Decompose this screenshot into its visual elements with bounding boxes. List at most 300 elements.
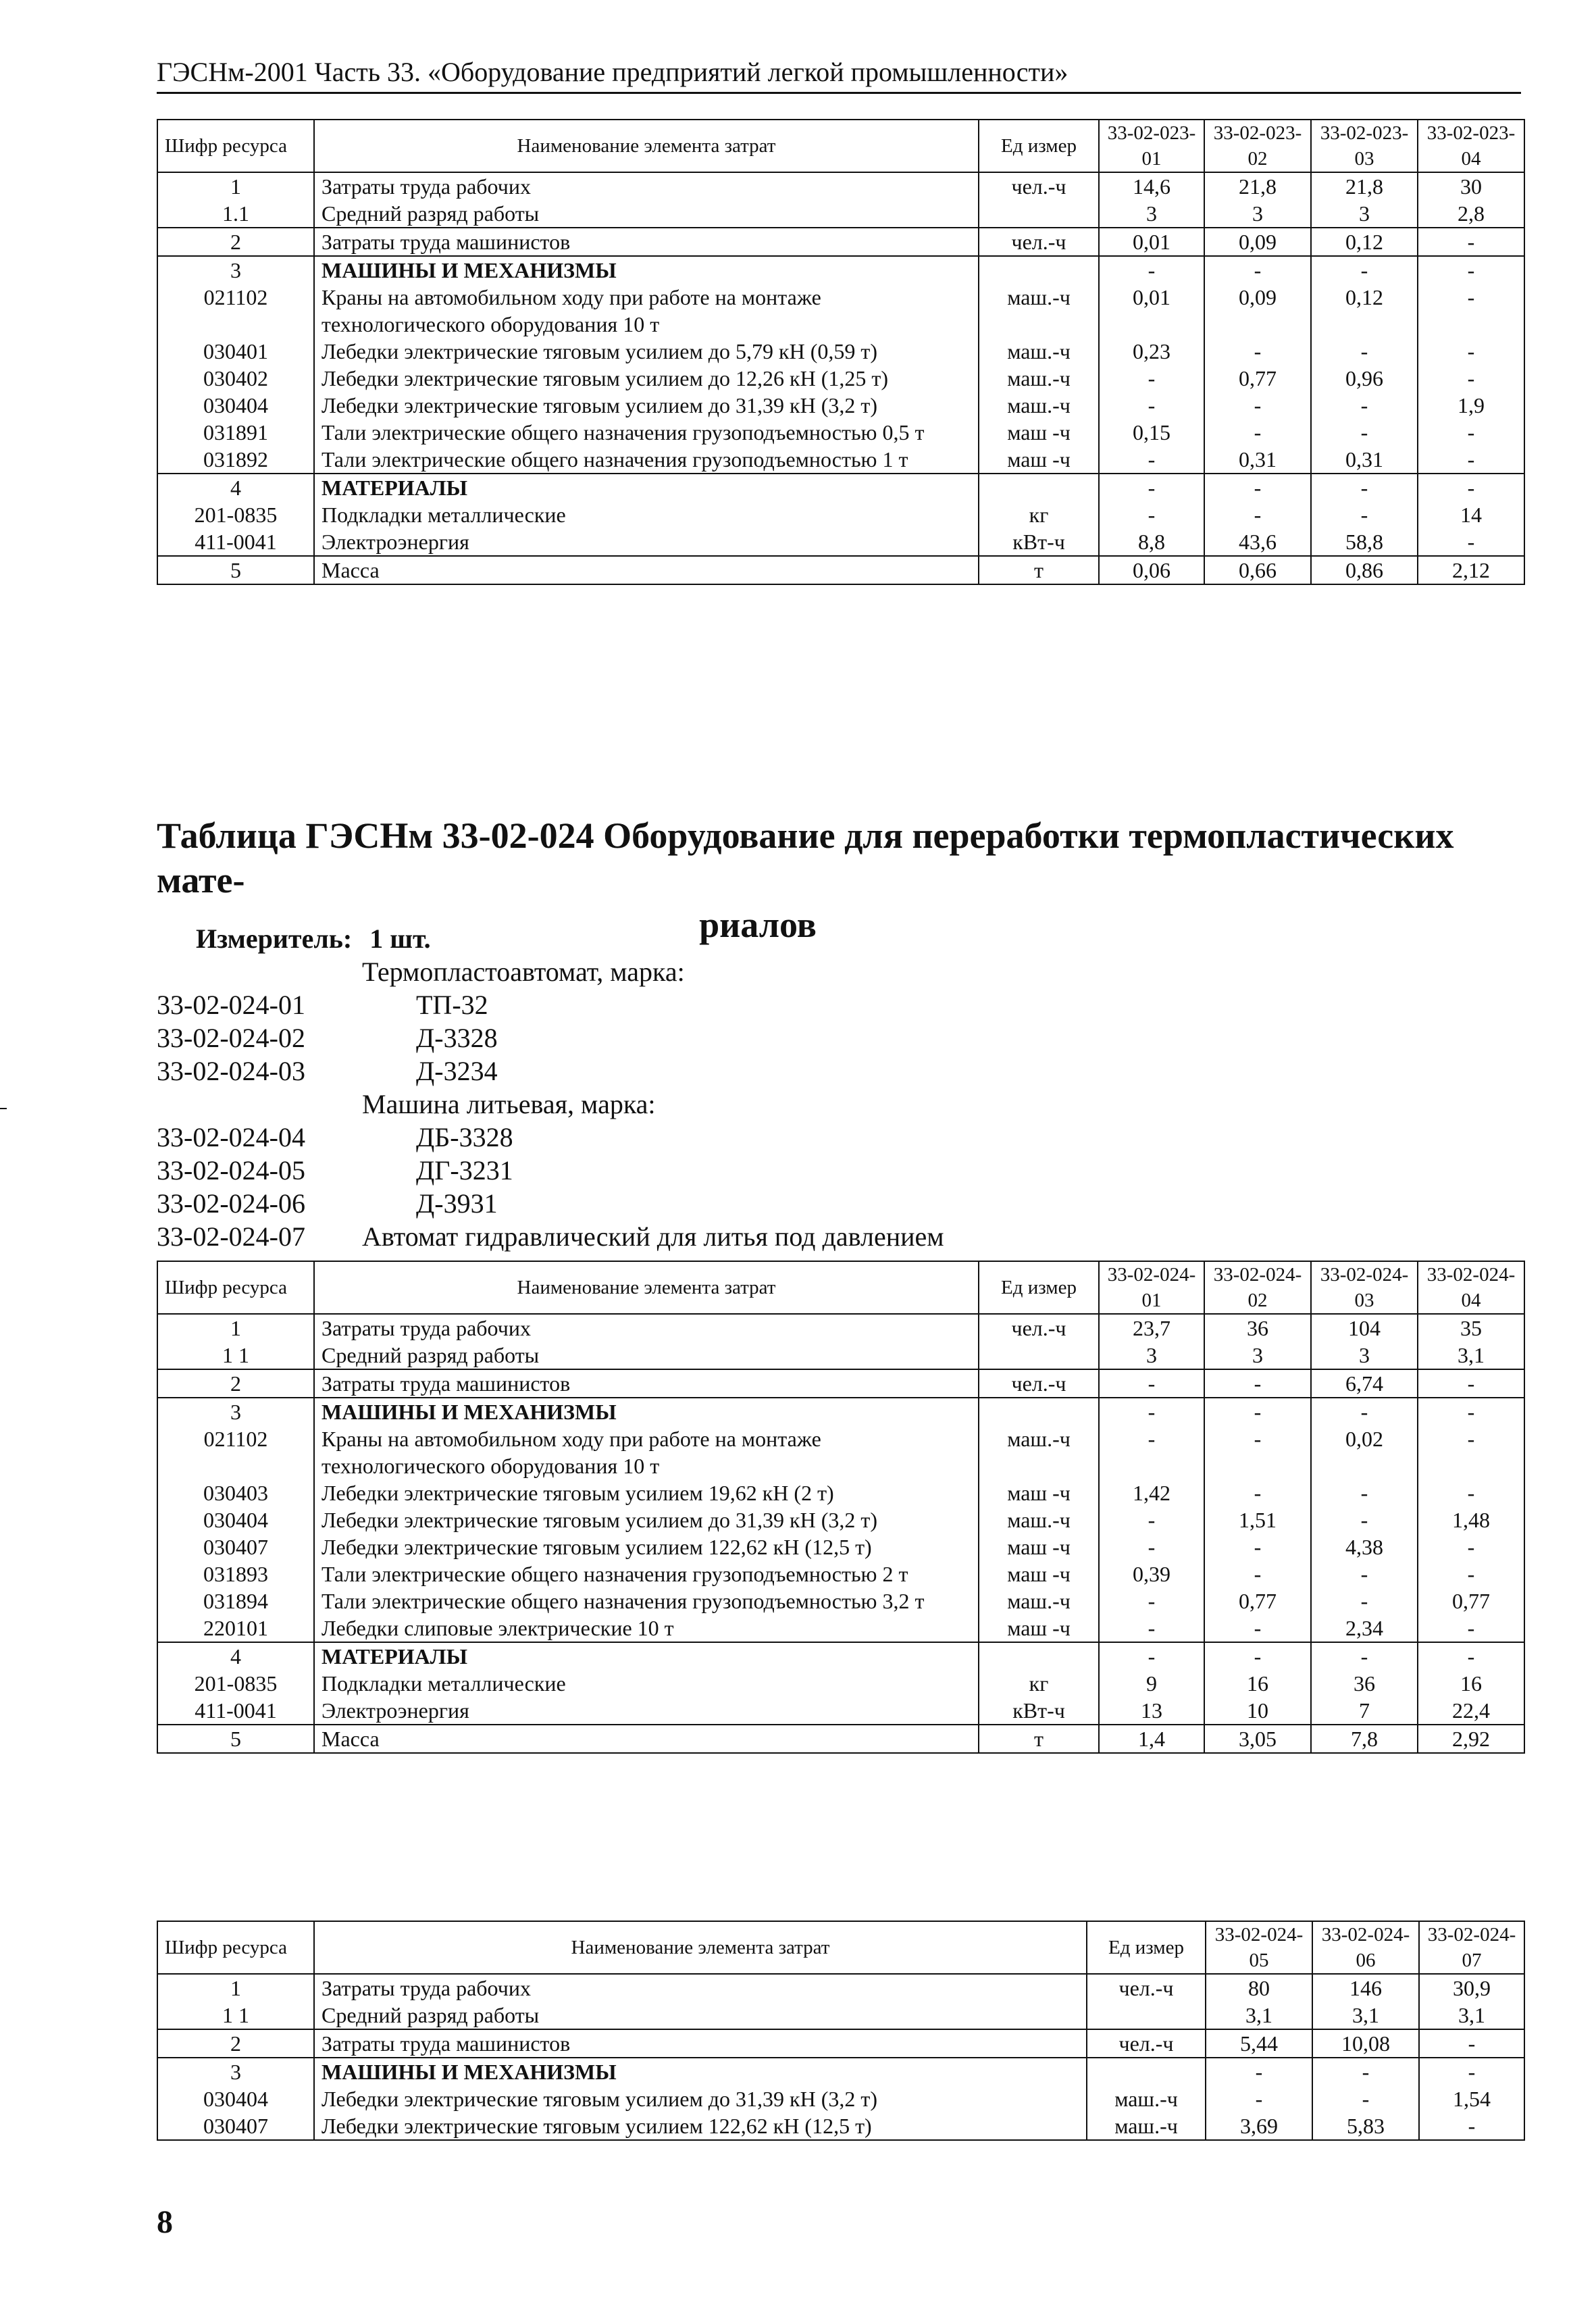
table-row [157, 1314, 1524, 1342]
column-header-code: Шифр ресурса [157, 1261, 314, 1314]
table-row [157, 1615, 1524, 1642]
unit: чел.-ч [1087, 2029, 1206, 2058]
unit: маш.-ч [979, 284, 1099, 338]
table-row [157, 1587, 1524, 1615]
column-header-id: 33-02-024-03 [1311, 1261, 1418, 1314]
value-cell: - [1312, 2058, 1419, 2085]
unit: чел.-ч [979, 228, 1099, 256]
value-cell: 1,4 [1099, 1725, 1204, 1753]
value-cell: - [1418, 284, 1524, 338]
value-cell: - [1419, 2029, 1524, 2058]
resource-code: 030404 [157, 2085, 314, 2112]
cost-element-name: Средний разряд работы [314, 1342, 979, 1369]
page-number: 8 [157, 2204, 173, 2240]
resource-code: 030407 [157, 2112, 314, 2140]
resource-code: 2 [157, 2029, 314, 2058]
item-model: Д-3234 [416, 1056, 498, 1086]
value-cell: 16 [1204, 1670, 1311, 1697]
equipment-list [157, 955, 944, 1253]
value-cell: 0,77 [1204, 365, 1311, 392]
table-row [157, 1479, 1524, 1506]
unit: т [979, 556, 1099, 584]
unit [1087, 2002, 1206, 2029]
unit: маш -ч [979, 1615, 1099, 1642]
value-cell: 3 [1311, 1342, 1418, 1369]
column-header-id: 33-02-024-01 [1099, 1261, 1204, 1314]
header-row [157, 120, 1524, 172]
value-cell: 0,77 [1418, 1587, 1524, 1615]
value-cell: - [1204, 392, 1311, 419]
running-header: ГЭСНм-2001 Часть 33. «Оборудование предприятий легкой промышленности» [157, 55, 1521, 94]
column-header-id: 33-02-023-03 [1311, 120, 1418, 172]
unit: чел.-ч [979, 172, 1099, 200]
table-row [157, 528, 1524, 556]
resource-code: 030404 [157, 392, 314, 419]
value-cell: - [1099, 1615, 1204, 1642]
cost-element-name: Затраты труда машинистов [314, 228, 979, 256]
value-cell: - [1418, 1479, 1524, 1506]
item-code: 33-02-024-03 [157, 1056, 305, 1086]
table-row [157, 1670, 1524, 1697]
value-cell: - [1311, 338, 1418, 365]
value-cell: 3,69 [1206, 2112, 1312, 2140]
value-cell: 3,05 [1204, 1725, 1311, 1753]
unit [979, 256, 1099, 284]
table-row [157, 419, 1524, 446]
unit: маш.-ч [979, 1425, 1099, 1479]
table-row [157, 1560, 1524, 1587]
value-cell: 0,06 [1099, 556, 1204, 584]
column-header-name: Наименование элемента затрат [314, 1261, 979, 1314]
value-cell: - [1204, 1642, 1311, 1670]
value-cell: 21,8 [1204, 172, 1311, 200]
value-cell: 10 [1204, 1697, 1311, 1725]
unit: кВт-ч [979, 528, 1099, 556]
table-row [157, 2112, 1524, 2140]
value-cell: - [1418, 228, 1524, 256]
unit [979, 1342, 1099, 1369]
value-cell: 1,54 [1419, 2085, 1524, 2112]
table-title-line1: Таблица ГЭСНм 33-02-024 Оборудование для переработки термопластических мате- [157, 815, 1454, 900]
value-cell: - [1418, 1369, 1524, 1398]
unit: маш -ч [979, 446, 1099, 474]
item-model: ДГ-3231 [416, 1155, 513, 1186]
table-row [157, 501, 1524, 528]
resource-code: 2 [157, 228, 314, 256]
unit: кг [979, 1670, 1099, 1697]
value-cell: 36 [1311, 1670, 1418, 1697]
cost-element-name: Лебедки электрические тяговым усилием 122,62 кН (12,5 т) [314, 1533, 979, 1560]
resource-code: 021102 [157, 284, 314, 338]
value-cell: - [1419, 2058, 1524, 2085]
unit: маш -ч [979, 1533, 1099, 1560]
value-cell: - [1099, 1425, 1204, 1479]
cost-element-name: Затраты труда рабочих [314, 172, 979, 200]
group-heading: Термопластоавтомат, марка: [362, 957, 685, 987]
table-row [157, 338, 1524, 365]
resource-code: 5 [157, 1725, 314, 1753]
value-cell: - [1418, 1398, 1524, 1425]
value-cell: 13 [1099, 1697, 1204, 1725]
table-row [157, 1642, 1524, 1670]
item-code: 33-02-024-07 [157, 1221, 305, 1252]
resource-code: 201-0835 [157, 1670, 314, 1697]
value-cell: - [1204, 1369, 1311, 1398]
cost-element-name: Электроэнергия [314, 1697, 979, 1725]
column-header-code: Шифр ресурса [157, 1921, 314, 1974]
item-model: Д-3931 [416, 1188, 498, 1219]
resource-code: 1 [157, 172, 314, 200]
table-row [157, 392, 1524, 419]
value-cell: 80 [1206, 1974, 1312, 2002]
value-cell: 7 [1311, 1697, 1418, 1725]
cost-element-name: Затраты труда рабочих [314, 1314, 979, 1342]
value-cell: 3,1 [1418, 1342, 1524, 1369]
table-row [157, 1533, 1524, 1560]
column-header-id: 33-02-024-06 [1312, 1921, 1419, 1974]
column-header-unit: Ед измер [979, 120, 1099, 172]
table-row [157, 200, 1524, 228]
resource-code: 5 [157, 556, 314, 584]
cost-element-name: Затраты труда машинистов [314, 1369, 979, 1398]
list-item [157, 1021, 944, 1054]
resource-code: 030403 [157, 1479, 314, 1506]
header-row [157, 1921, 1524, 1974]
value-cell: 0,86 [1311, 556, 1418, 584]
resource-code: 030407 [157, 1533, 314, 1560]
value-cell: 14,6 [1099, 172, 1204, 200]
value-cell: - [1418, 1533, 1524, 1560]
table-row [157, 1506, 1524, 1533]
table-row [157, 1425, 1524, 1479]
list-item [157, 1187, 944, 1220]
value-cell: 5,44 [1206, 2029, 1312, 2058]
value-cell: - [1311, 256, 1418, 284]
value-cell: 35 [1418, 1314, 1524, 1342]
cost-element-name: Электроэнергия [314, 528, 979, 556]
resource-code: 030401 [157, 338, 314, 365]
table-row [157, 474, 1524, 501]
column-header-unit: Ед измер [1087, 1921, 1206, 1974]
value-cell: 0,09 [1204, 284, 1311, 338]
value-cell: - [1418, 1642, 1524, 1670]
value-cell: 104 [1311, 1314, 1418, 1342]
value-cell: - [1418, 256, 1524, 284]
unit [979, 474, 1099, 501]
value-cell: - [1418, 474, 1524, 501]
value-cell: 30 [1418, 172, 1524, 200]
value-cell: - [1204, 1425, 1311, 1479]
resource-code: 4 [157, 1642, 314, 1670]
value-cell: 0,01 [1099, 284, 1204, 338]
group-heading: Машина литьевая, марка: [362, 1089, 656, 1119]
unit: маш -ч [979, 1560, 1099, 1587]
value-cell: - [1204, 474, 1311, 501]
value-cell: 0,96 [1311, 365, 1418, 392]
value-cell: 10,08 [1312, 2029, 1419, 2058]
value-cell: - [1204, 338, 1311, 365]
value-cell: 1,9 [1418, 392, 1524, 419]
value-cell: - [1312, 2085, 1419, 2112]
item-code: 33-02-024-02 [157, 1023, 305, 1053]
cost-element-name: Тали электрические общего назначения грузоподъемностью 1 т [314, 446, 979, 474]
column-header-id: 33-02-024-04 [1418, 1261, 1524, 1314]
value-cell: - [1418, 1425, 1524, 1479]
value-cell: - [1418, 1560, 1524, 1587]
table-row [157, 256, 1524, 284]
cost-element-name: МАТЕРИАЛЫ [314, 474, 979, 501]
item-model: Д-3328 [416, 1023, 498, 1053]
resource-code: 030404 [157, 1506, 314, 1533]
item-model: Автомат гидравлический для литья под давлением [362, 1221, 944, 1252]
value-cell: 1,42 [1099, 1479, 1204, 1506]
resource-code: 030402 [157, 365, 314, 392]
value-cell: - [1206, 2085, 1312, 2112]
cost-element-name: Затраты труда машинистов [314, 2029, 1087, 2058]
value-cell: 0,77 [1204, 1587, 1311, 1615]
value-cell: - [1099, 256, 1204, 284]
resource-code: 031891 [157, 419, 314, 446]
value-cell: - [1204, 1398, 1311, 1425]
value-cell: - [1099, 365, 1204, 392]
value-cell: - [1204, 1479, 1311, 1506]
unit [1087, 2058, 1206, 2085]
value-cell: 43,6 [1204, 528, 1311, 556]
cost-element-name: Масса [314, 556, 979, 584]
value-cell: 4,38 [1311, 1533, 1418, 1560]
table-row [157, 284, 1524, 338]
column-header-id: 33-02-024-05 [1206, 1921, 1312, 1974]
value-cell: 7,8 [1311, 1725, 1418, 1753]
unit: чел.-ч [979, 1314, 1099, 1342]
cost-element-name: Подкладки металлические [314, 501, 979, 528]
list-item [157, 1121, 944, 1154]
value-cell: 3,1 [1419, 2002, 1524, 2029]
value-cell: 0,12 [1311, 228, 1418, 256]
value-cell: 2,34 [1311, 1615, 1418, 1642]
unit: чел.-ч [1087, 1974, 1206, 2002]
value-cell: 9 [1099, 1670, 1204, 1697]
cost-element-name: Краны на автомобильном ходу при работе на монтаже технологического оборудования 10 т [314, 1425, 979, 1479]
column-header-name: Наименование элемента затрат [314, 120, 979, 172]
value-cell: - [1418, 419, 1524, 446]
value-cell: - [1099, 474, 1204, 501]
table-row [157, 1342, 1524, 1369]
cost-element-name: МАШИНЫ И МЕХАНИЗМЫ [314, 1398, 979, 1425]
table-row [157, 228, 1524, 256]
unit [979, 1642, 1099, 1670]
unit: маш.-ч [979, 338, 1099, 365]
value-cell: 2,8 [1418, 200, 1524, 228]
table-row [157, 2002, 1524, 2029]
cost-element-name: Средний разряд работы [314, 2002, 1087, 2029]
table-row [157, 1697, 1524, 1725]
unit: маш -ч [979, 419, 1099, 446]
unit: кг [979, 501, 1099, 528]
unit [979, 1398, 1099, 1425]
value-cell: - [1099, 1587, 1204, 1615]
column-header-name: Наименование элемента затрат [314, 1921, 1087, 1974]
item-code: 33-02-024-05 [157, 1155, 305, 1186]
table-row [157, 365, 1524, 392]
column-header-unit: Ед измер [979, 1261, 1099, 1314]
cost-element-name: Тали электрические общего назначения грузоподъемностью 2 т [314, 1560, 979, 1587]
resource-code: 201-0835 [157, 501, 314, 528]
resource-table-024-b [157, 1921, 1525, 2141]
list-item [157, 988, 944, 1021]
value-cell: 0,31 [1204, 446, 1311, 474]
resource-code: 1.1 [157, 200, 314, 228]
cost-element-name: Тали электрические общего назначения грузоподъемностью 0,5 т [314, 419, 979, 446]
value-cell: 0,31 [1311, 446, 1418, 474]
value-cell: - [1206, 2058, 1312, 2085]
value-cell: 3 [1311, 200, 1418, 228]
value-cell: - [1311, 1560, 1418, 1587]
resource-code: 2 [157, 1369, 314, 1398]
table-row [157, 556, 1524, 584]
value-cell: - [1204, 1533, 1311, 1560]
resource-code: 031892 [157, 446, 314, 474]
column-header-id: 33-02-024-02 [1204, 1261, 1311, 1314]
value-cell: - [1099, 1642, 1204, 1670]
unit: маш.-ч [979, 365, 1099, 392]
value-cell: 5,83 [1312, 2112, 1419, 2140]
unit: маш.-ч [1087, 2085, 1206, 2112]
value-cell: 1,51 [1204, 1506, 1311, 1533]
value-cell: 3,1 [1312, 2002, 1419, 2029]
cost-element-name: МАШИНЫ И МЕХАНИЗМЫ [314, 2058, 1087, 2085]
value-cell: - [1099, 446, 1204, 474]
value-cell: - [1311, 474, 1418, 501]
unit: маш.-ч [979, 1587, 1099, 1615]
table-row [157, 172, 1524, 200]
value-cell: 14 [1418, 501, 1524, 528]
value-cell: 3 [1099, 200, 1204, 228]
table-row [157, 1398, 1524, 1425]
value-cell: - [1311, 1479, 1418, 1506]
resource-table-023 [157, 119, 1525, 585]
value-cell: - [1311, 1587, 1418, 1615]
table-row [157, 2058, 1524, 2085]
value-cell: - [1418, 528, 1524, 556]
unit: маш.-ч [979, 392, 1099, 419]
item-model: ТП-32 [416, 990, 488, 1020]
item-model: ДБ-3328 [416, 1122, 513, 1152]
meter-value: 1 шт. [369, 923, 431, 954]
list-item [157, 1220, 944, 1253]
cost-element-name: Лебедки электрические тяговым усилием до 12,26 кН (1,25 т) [314, 365, 979, 392]
cost-element-name: Лебедки электрические тяговым усилием до 5,79 кН (0,59 т) [314, 338, 979, 365]
value-cell: 0,39 [1099, 1560, 1204, 1587]
unit: маш -ч [979, 1479, 1099, 1506]
table-row [157, 2029, 1524, 2058]
resource-code: 3 [157, 1398, 314, 1425]
value-cell: - [1418, 338, 1524, 365]
value-cell: 3 [1204, 200, 1311, 228]
meter-label: Измеритель: [196, 923, 353, 954]
cost-element-name: Краны на автомобильном ходу при работе на монтаже технологического оборудования 10 т [314, 284, 979, 338]
cost-element-name: Тали электрические общего назначения грузоподъемностью 3,2 т [314, 1587, 979, 1615]
value-cell: - [1099, 1506, 1204, 1533]
cost-element-name: Подкладки металлические [314, 1670, 979, 1697]
unit [979, 200, 1099, 228]
item-code: 33-02-024-01 [157, 990, 305, 1020]
resource-code: 411-0041 [157, 528, 314, 556]
value-cell: - [1204, 501, 1311, 528]
value-cell: 0,01 [1099, 228, 1204, 256]
value-cell: 21,8 [1311, 172, 1418, 200]
value-cell: - [1099, 392, 1204, 419]
value-cell: 0,66 [1204, 556, 1311, 584]
value-cell: - [1099, 1533, 1204, 1560]
value-cell: - [1204, 256, 1311, 284]
cost-element-name: МАТЕРИАЛЫ [314, 1642, 979, 1670]
value-cell: - [1311, 1398, 1418, 1425]
item-code: 33-02-024-04 [157, 1122, 305, 1152]
cost-element-name: Лебедки электрические тяговым усилием 122,62 кН (12,5 т) [314, 2112, 1087, 2140]
value-cell: 23,7 [1099, 1314, 1204, 1342]
item-code: 33-02-024-06 [157, 1188, 305, 1219]
value-cell: - [1099, 501, 1204, 528]
resource-code: 4 [157, 474, 314, 501]
value-cell: 16 [1418, 1670, 1524, 1697]
table-row [157, 1725, 1524, 1753]
unit: маш.-ч [979, 1506, 1099, 1533]
value-cell: - [1311, 1506, 1418, 1533]
list-item [157, 1154, 944, 1187]
resource-code: 411-0041 [157, 1697, 314, 1725]
resource-code: 3 [157, 2058, 314, 2085]
value-cell: - [1311, 419, 1418, 446]
value-cell: - [1311, 1642, 1418, 1670]
value-cell: - [1311, 392, 1418, 419]
resource-code: 031894 [157, 1587, 314, 1615]
value-cell: 0,23 [1099, 338, 1204, 365]
resource-code: 1 1 [157, 2002, 314, 2029]
value-cell: 0,09 [1204, 228, 1311, 256]
value-cell: 3,1 [1206, 2002, 1312, 2029]
value-cell: - [1204, 419, 1311, 446]
table-row [157, 446, 1524, 474]
value-cell: 8,8 [1099, 528, 1204, 556]
value-cell: 36 [1204, 1314, 1311, 1342]
cost-element-name: Лебедки электрические тяговым усилием до 31,39 кН (3,2 т) [314, 1506, 979, 1533]
value-cell: 3 [1204, 1342, 1311, 1369]
value-cell: - [1204, 1560, 1311, 1587]
cost-element-name: Лебедки электрические тяговым усилием до 31,39 кН (3,2 т) [314, 392, 979, 419]
column-header-id: 33-02-023-04 [1418, 120, 1524, 172]
table-row [157, 1369, 1524, 1398]
table-row [157, 2085, 1524, 2112]
unit: кВт-ч [979, 1697, 1099, 1725]
value-cell: - [1419, 2112, 1524, 2140]
resource-code: 031893 [157, 1560, 314, 1587]
resource-code: 021102 [157, 1425, 314, 1479]
cost-element-name: Лебедки электрические тяговым усилием до 31,39 кН (3,2 т) [314, 2085, 1087, 2112]
cost-element-name: Лебедки слиповые электрические 10 т [314, 1615, 979, 1642]
value-cell: 0,15 [1099, 419, 1204, 446]
value-cell: 58,8 [1311, 528, 1418, 556]
value-cell: 22,4 [1418, 1697, 1524, 1725]
resource-code: 1 1 [157, 1342, 314, 1369]
cost-element-name: Средний разряд работы [314, 200, 979, 228]
value-cell: 1,48 [1418, 1506, 1524, 1533]
value-cell: - [1418, 1615, 1524, 1642]
value-cell: 2,12 [1418, 556, 1524, 584]
resource-code: 220101 [157, 1615, 314, 1642]
resource-table-024-a [157, 1261, 1525, 1754]
value-cell: - [1099, 1398, 1204, 1425]
